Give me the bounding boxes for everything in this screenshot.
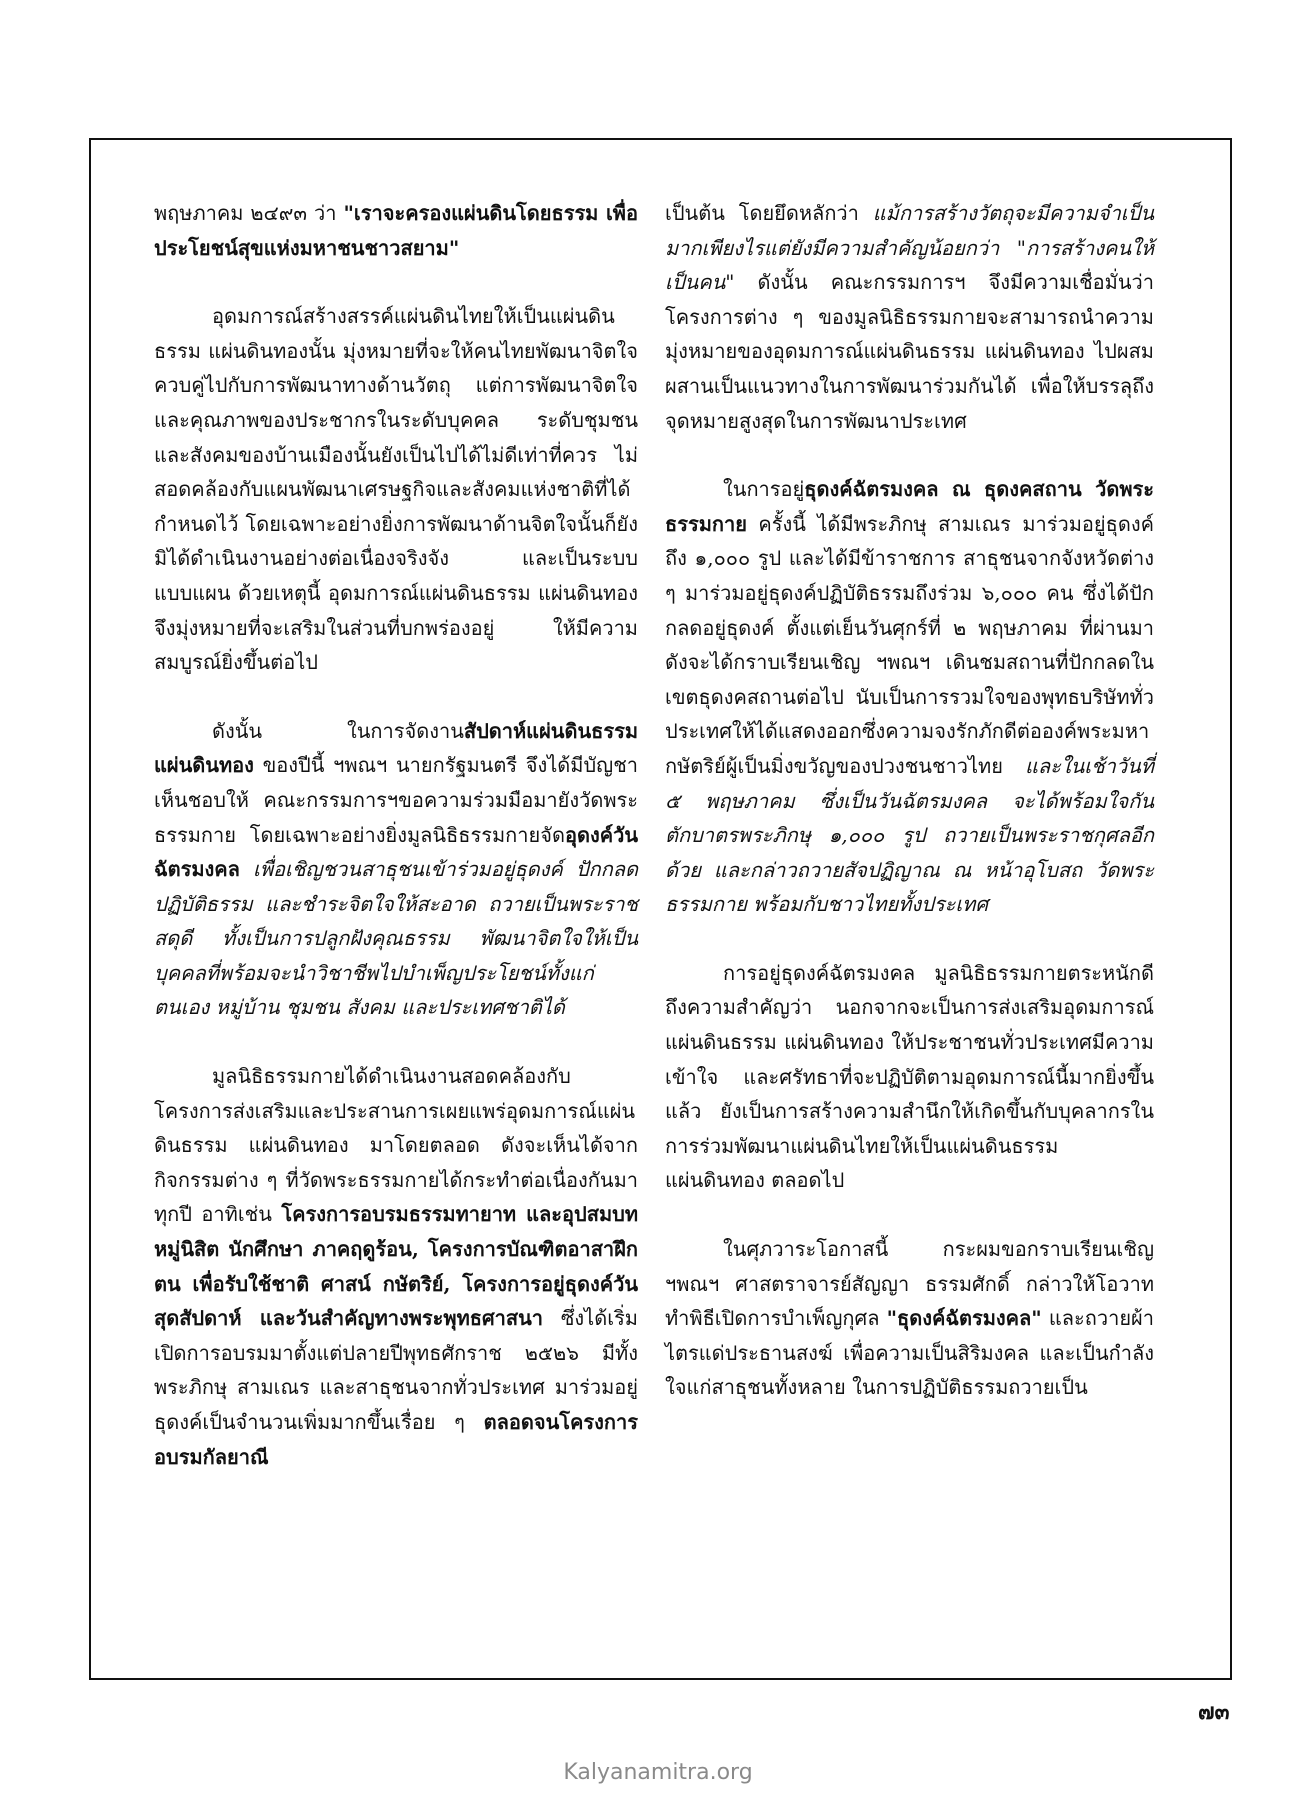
paragraph-text: อุดมการณ์สร้างสรรค์แผ่นดินไทยให้เป็นแผ่นดินธรรม แผ่นดินทองนั้น มุ่งหมายที่จะให้คนไทยพัฒนาจิตใจ ควบคู่ไปกับการพัฒนาทางด้านวัตถุ แต่การพัฒนาจิตใจและคุณภาพของประชากรในระดับบุคคล ระดับชุมชน และสังคมของบ้านเมืองนั้นยังเป็นไปได้ไม่ดีเท่าที่ควร ไม่สอดคล้องกับแผนพัฒนาเศรษฐกิจและสังคมแห่งชาติที่ได้กำหนดไว้ โดยเฉพาะอย่างยิ่งการพัฒนาด้านจิตใจนั้นก็ยังมิได้ดำเนินงานอย่างต่อเนื่องจริงจัง และเป็นระบบแบบแผน ด้วยเหตุนี้ อุดมการณ์แผ่นดินธรรม แผ่นดินทอง จึงมุ่งหมายที่จะเสริมในส่วนที่บกพร่องอยู่ ให้มีความสมบูรณ์ยิ่งขึ้นต่อไป [154,304,638,675]
italic-text: แม้การสร้างวัตถุจะมีความจำเป็นมากเพียงไรแต่ยังมีความสำคัญน้อยกว่า "การสร้างคนให้เป็นคน" [665,201,1154,295]
paragraph-text: พฤษภาคม ๒๔๙๓ ว่า [154,201,344,225]
italic-text: และในเช้าวันที่ ๕ พฤษภาคม ซึ่งเป็นวันฉัตรมงคล จะได้พร้อมใจกันตักบาตรพระภิกษุ ๑,๐๐๐ รูป ถวายเป็นพระราชกุศลอีกด้วย และกล่าวถวายสัจปฏิญาณ ณ หน้าอุโบสถ วัดพระธรรมกาย พร้อมกับชาวไทยทั้งประเทศ [665,753,1154,917]
paragraph-text: ในศุภวาระโอกาสนี้ กระผมขอกราบเรียนเชิญ ฯพณฯ ศาสตราจารย์สัญญา ธรรมศักดิ์ กล่าวให้โอวาท ทำพิธีเปิดการบำเพ็ญกุศล [665,1237,1154,1331]
paragraph-text: ในการอยู่ [723,477,805,502]
italic-text: เพื่อเชิญชวนสาธุชนเข้าร่วมอยู่ธุดงค์ ปักกลดปฏิบัติธรรม และชำระจิตใจให้สะอาด ถวายเป็นพระราชสดุดี ทั้งเป็นการปลูกฝังคุณธรรม พัฒนาจิตใจให้เป็นบุคคลที่พร้อมจะนำวิชาชีพไปบำเพ็ญประโยชน์ทั้งแก่ตนเอง หมู่บ้าน ชุมชน สังคม และประเทศชาติได้ [154,857,638,1020]
paragraph-text: ดังนั้น คณะกรรมการฯ จึงมีความเชื่อมั่นว่าโครงการต่าง ๆ ของมูลนิธิธรรมกายจะสามารถนำความมุ่งหมายของอุดมการณ์แผ่นดินธรรม แผ่นดินทอง ไปผสมผสานเป็นแนวทางในการพัฒนาร่วมกันได้ เพื่อให้บรรลุถึงจุดหมายสูงสุดในการพัฒนาประเทศ [665,270,1154,433]
paragraph-text: การอยู่ธุดงค์ฉัตรมงคล มูลนิธิธรรมกายตระหนักดีถึงความสำคัญว่า นอกจากจะเป็นการส่งเสริมอุดมการณ์แผ่นดินธรรม แผ่นดินทอง ให้ประชาชนทั่วประเทศมีความเข้าใจ และศรัทธาที่จะปฏิบัติตามอุดมการณ์นี้มากยิ่งขึ้นแล้ว ยังเป็นการสร้างความสำนึกให้เกิดขึ้นกับบุคลากรในการร่วมพัฒนาแผ่นดินไทยให้เป็นแผ่นดินธรรม แผ่นดินทอง ตลอดไป [665,960,1154,1193]
paragraph-text: และถวายผ้าไตรแด่ประธานสงฆ์ เพื่อความเป็นสิริมงคล และเป็นกำลังใจแก่สาธุชนทั้งหลาย ในการปฏิบัติธรรมถวายเป็น [665,1306,1155,1400]
paragraph-text: ครั้งนี้ ได้มีพระภิกษุ สามเณร มาร่วมอยู่ธุดงค์ถึง ๑,๐๐๐ รูป และได้มีข้าราชการ สาธุชนจากจังหวัดต่าง ๆ มาร่วมอยู่ธุดงค์ปฏิบัติธรรมถึงร่วม ๖,๐๐๐ คน ซึ่งได้ปักกลดอยู่ธุดงค์ ตั้งแต่เย็นวันศุกร์ที่ ๒ พฤษภาคม ที่ผ่านมา ดังจะได้กราบเรียนเชิญ ฯพณฯ เดินชมสถานที่ปักกลดในเขตธุดงคสถานต่อไป นับเป็นการรวมใจของพุทธบริษัททั่วประเทศให้ได้แสดงออกซึ่งความจงรักภักดีต่อองค์พระมหากษัตริย์ผู้เป็นมิ่งขวัญของปวงชนชาวไทย [665,511,1154,778]
paragraph [665,1232,1154,1405]
paragraph-text: ดังนั้น ในการจัดงาน [212,718,464,743]
paragraph [154,196,638,265]
quote-bold: "เราจะครองแผ่นดินโดยธรรม เพื่อประโยชน์สุขแห่งมหาชนชาวสยาม" [154,201,638,260]
paragraph [154,299,638,680]
paragraph-text: มูลนิธิธรรมกายได้ดำเนินงานสอดคล้องกับโครงการส่งเสริมและประสานการเผยแพร่อุดมการณ์แผ่นดินธรรม แผ่นดินทอง มาโดยตลอด ดังจะเห็นได้จากกิจกรรมต่าง ๆ ที่วัดพระธรรมกายได้กระทำต่อเนื่องกันมาทุกปี อาทิเช่น [154,1064,638,1227]
event-name-bold: สัปดาห์แผ่นดินธรรม แผ่นดินทอง [154,718,638,778]
projects-bold: ตลอดจนโครงการอบรมกัลยาณี [154,1410,638,1469]
right-column [665,196,1154,1439]
paragraph [665,472,1154,922]
paragraph-text: เป็นต้น โดยยึดหลักว่า [665,201,873,225]
paragraph-text: ซึ่งได้เริ่มเปิดการอบรมมาตั้งแต่ปลายปีพุทธศักราช ๒๕๒๖ มีทั้งพระภิกษุ สามเณร และสาธุชนจากทั่วประเทศ มาร่วมอยู่ธุดงค์เป็นจำนวนเพิ่มมากขึ้นเรื่อย ๆ [154,1306,638,1434]
event-name-bold: อุดงค์วันฉัตรมงคล [154,822,638,882]
paragraph-text: ของปีนี้ ฯพณฯ นายกรัฐมนตรี จึงได้มีบัญชาเห็นชอบให้ คณะกรรมการฯขอความร่วมมือมายังวัดพระธรรมกาย โดยเฉพาะอย่างยิ่งมูลนิธิธรรมกายจัด [154,753,638,847]
location-bold: ธุดงค์ฉัตรมงคล ณ ธุดงคสถาน วัดพระธรรมกาย [665,477,1154,536]
footer-watermark: Kalyanamitra.org [563,1760,753,1785]
projects-bold: โครงการอบรมธรรมทายาท และอุปสมบทหมู่นิสิต นักศึกษา ภาคฤดูร้อน, โครงการบัณฑิตอาสาฝึกตน เพื่อรับใช้ชาติ ศาสน์ กษัตริย์, โครงการอยู่ธุดงค์วันสุดสัปดาห์ และวันสำคัญทางพระพุทธศาสนา [154,1202,638,1331]
paragraph [154,1059,638,1474]
quote-bold: "ธุดงค์ฉัตรมงคล" [886,1306,1042,1331]
paragraph [154,714,638,1025]
paragraph [665,956,1154,1198]
left-column [154,196,638,1508]
paragraph [665,196,1154,438]
page-number: ๗๓ [1198,1699,1230,1725]
